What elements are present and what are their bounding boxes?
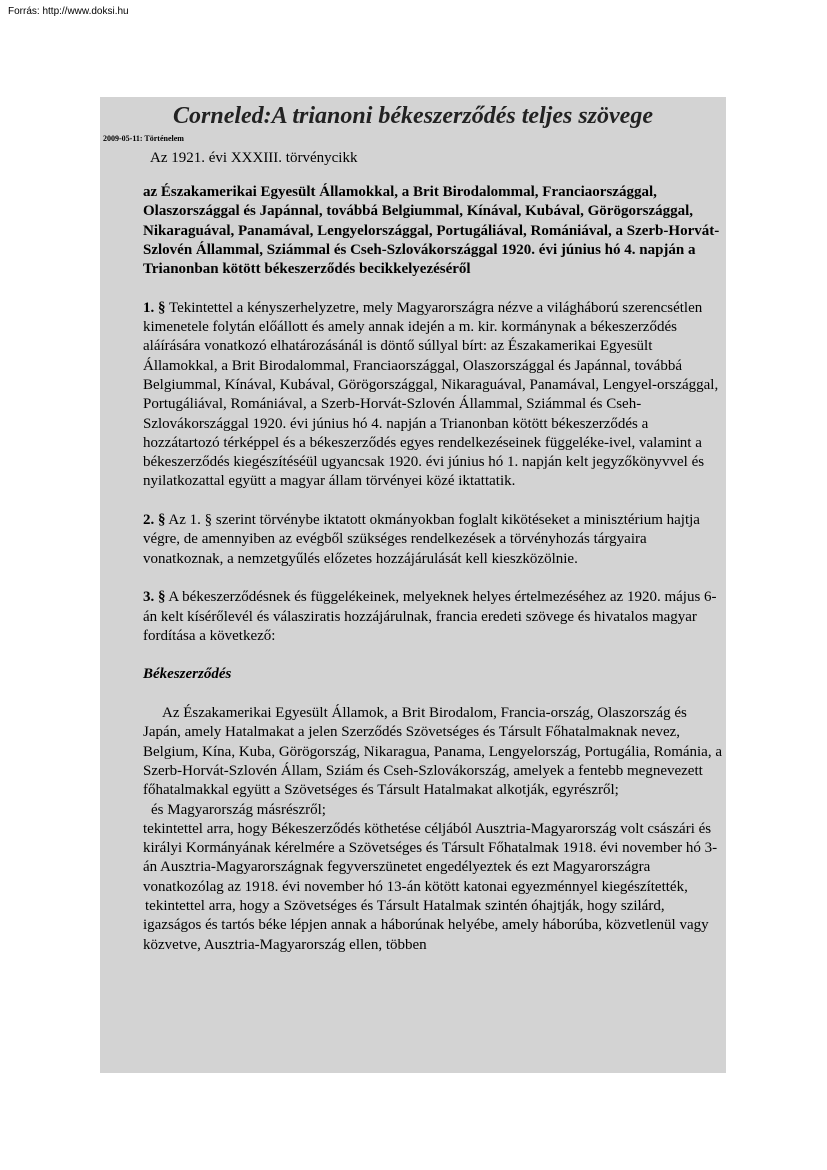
law-identifier: Az 1921. évi XXXIII. törvénycikk — [150, 150, 358, 166]
law-subject: az Északamerikai Egyesült Államokkal, a Brit Birodalommal, Franciaországgal, Olaszországgal és Japánnal, továbbá Belgiummal, Kínával, Kubával, Görögországgal, Nikaraguával, Panamával, Lengyelországgal, Portugáliával, Romániával, a Szerb-Horvát-Szlovén Állammal, Sziámmal és Cseh-Szlovákországgal 1920. évi június hó 4. napján a Trianonban kötött békeszerződés becikkelyezéséről — [143, 184, 720, 278]
section-text: Az 1. § szerint törvénybe iktatott okmányokban foglalt kikötéseket a minisztérium hajtja végre, de amennyiben az evégből szükséges rendelkezések a törvényhozás tárgyaira vonatkoznak, a nemzetgyűlés előzetes hozzájárulását kell kieszközölnie. — [143, 512, 700, 567]
document-title: Corneled:A trianoni békeszerződés teljes szövege — [173, 103, 653, 129]
document-body — [143, 183, 723, 955]
document-panel — [100, 97, 726, 1073]
section-1 — [143, 299, 723, 492]
treaty-heading: Békeszerződés — [143, 666, 232, 683]
section-text: A békeszerződésnek és függelékeinek, melyeknek helyes értelmezéséhez az 1920. május 6-án kelt kísérőlevél és válasziratis hozzájárulnak, francia eredeti szövege és hivatalos magyar fordítása a következő: — [143, 589, 717, 644]
section-mark: 1. § — [143, 299, 166, 316]
treaty-paragraph: és Magyarország másrészről; — [151, 801, 326, 818]
section-text: Tekintettel a kényszerhelyzetre, mely Magyarországra nézve a világháború szerencsétlen kimenetele folytán előállott és amely annak idején a m. kir. kormánynak a békeszerződés aláírására vonatkozó elhatározásánál is döntő súllyal bírt: az Északamerikai Egyesült Államokkal, a Brit Birodalommal, Franciaországgal, Olaszországgal és Japánnal, továbbá Belgiummal, Kínával, Kubával, Görögországgal, Nikaraguával, Panamával, Lengyel-országgal, Portugáliával, Romániával, a Szerb-Horvát-Szlovén Állammal, Sziámmal és Cseh-Szlovákországgal 1920. évi június hó 4. napján a Trianonban kötött békeszerződés a hozzátartozó térképpel és a békeszerződés egyes rendelkezéseinek függeléke-ivel, valamint a békeszerződés kiegészítéséül ugyancsak 1920. évi június hó 1. napján kelt jegyzőkönyvvel és nyilatkozattal együtt a magyar állam törvényei közé iktattatik. — [143, 299, 719, 490]
treaty-paragraph: tekintettel arra, hogy a Szövetséges és Társult Hatalmak szintén óhajtják, hogy szilárd, igazságos és tartós béke lépjen annak a háborúnak helyébe, amely háborúba, közvetlenül vagy közvetve, Ausztria-Magyarország ellen, többen — [143, 897, 709, 953]
section-3 — [143, 588, 723, 646]
section-mark: 3. § — [143, 589, 166, 606]
section-2 — [143, 511, 723, 569]
source-label: Forrás: http://www.doksi.hu — [8, 6, 129, 17]
section-mark: 2. § — [143, 512, 166, 529]
treaty-paragraph: Az Északamerikai Egyesült Államok, a Brit Birodalom, Francia-ország, Olaszország és Japán, amely Hatalmakat a jelen Szerződés Szövetséges és Társult Főhatalmaknak nevez, Belgium, Kína, Kuba, Görögország, Nikaragua, Panama, Lengyelország, Portugália, Románia, a Szerb-Horvát-Szlovén Állam, Sziám és Cseh-Szlovákország, amelyek a fentebb megnevezett főhatalmakkal együtt a Szövetséges és Társult Hatalmakat alkotják, egyrészről; — [143, 705, 723, 799]
treaty-paragraph: tekintettel arra, hogy Békeszerződés köthetése céljából Ausztria-Magyarország volt császári és királyi Kormányának kérelmére a Szövetséges és Társult Főhatalmak 1918. évi november hó 3-án Ausztria-Magyarországnak fegyverszünetet engedélyeztek és ezt Magyarországra vonatkozólag az 1918. évi november hó 13-án kötött katonai egyezménnyel kiegészítették, — [143, 820, 718, 895]
document-meta: 2009-05-11: Történelem — [103, 134, 184, 143]
